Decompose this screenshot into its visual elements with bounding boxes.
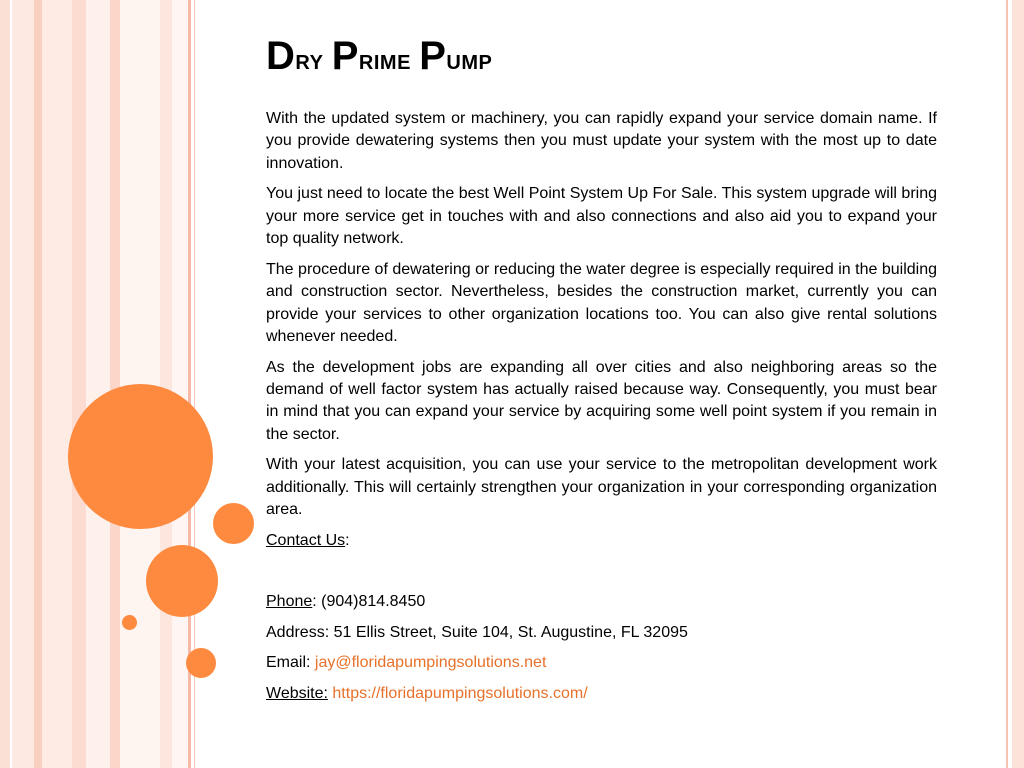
decorative-circle (122, 615, 137, 630)
phone-label[interactable]: Phone (266, 593, 313, 611)
decorative-stripe (1012, 0, 1024, 768)
paragraph: You just need to locate the best Well Point System Up For Sale. This system upgrade will bring your more service get in touches with and also connections and also aid you to expand your top quality network. (266, 185, 937, 248)
email-link[interactable]: jay@floridapumpingsolutions.net (314, 654, 547, 672)
decorative-circle (146, 545, 218, 617)
body-text (266, 108, 937, 713)
decorative-stripe (172, 0, 188, 768)
decorative-stripe (12, 0, 34, 768)
decorative-circle (213, 503, 254, 544)
decorative-stripe (34, 0, 42, 768)
decorative-stripe (1006, 0, 1008, 768)
email-label: Email: (266, 654, 315, 672)
contact-heading-label[interactable]: Contact Us (266, 531, 346, 549)
website-link[interactable]: https://floridapumpingsolutions.com/ (332, 684, 588, 702)
paragraph: The procedure of dewatering or reducing the water degree is especially required in the building and construction sector. Nevertheless, besides the construction market, currently you can provide your services to other organization locations too. You can also give rental solutions whenever needed. (266, 260, 937, 346)
paragraph: As the development jobs are expanding all over cities and also neighboring areas so the demand of well factor system has actually raised because way. Consequently, you must bear in mind that you can expand your service by acquiring some well point system if you remain in the sector. (266, 358, 937, 443)
phone-line (266, 591, 937, 613)
decorative-stripe (72, 0, 86, 768)
page-title: Dry Prime Pump (266, 34, 493, 78)
decorative-stripe (86, 0, 110, 768)
decorative-circle (68, 384, 213, 529)
paragraph: With the updated system or machinery, you can rapidly expand your service domain name. If you provide dewatering systems then you must update your system with the most up to date innovation. (266, 110, 937, 172)
contact-heading-suffix: : (345, 531, 350, 549)
decorative-stripe (160, 0, 172, 768)
paragraph: With your latest acquisition, you can use your service to the metropolitan development work additionally. This will certainly strengthen your organization in your corresponding organization area. (266, 456, 937, 519)
contact-heading (266, 530, 937, 552)
address-line (266, 622, 937, 644)
decorative-stripe (42, 0, 72, 768)
website-label: Website: (266, 684, 328, 702)
address-label: Address: (266, 623, 330, 641)
decorative-circle (186, 648, 216, 678)
decorative-stripe (110, 0, 120, 768)
email-line (266, 652, 937, 674)
website-line (266, 683, 937, 705)
spacer (266, 560, 937, 582)
decorative-stripe (0, 0, 10, 768)
address-value: 51 Ellis Street, Suite 104, St. Augustine, FL 32095 (329, 623, 688, 641)
phone-value: : (904)814.8450 (312, 593, 426, 611)
